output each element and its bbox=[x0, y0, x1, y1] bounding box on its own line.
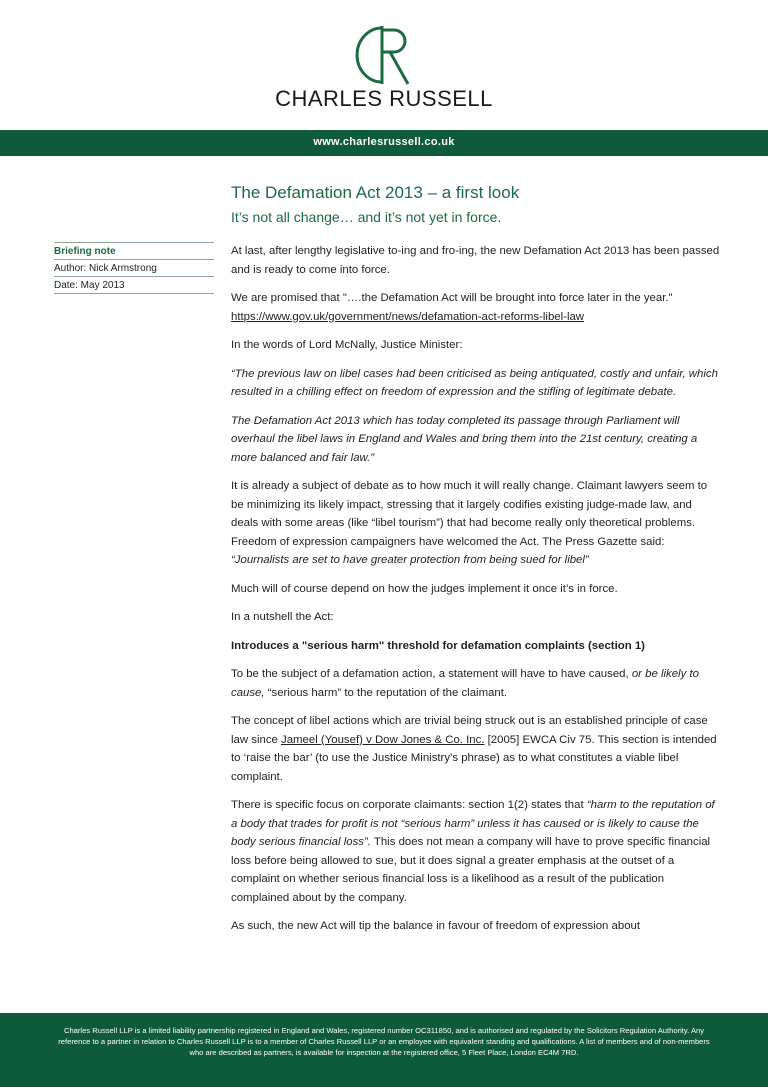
document-title: The Defamation Act 2013 – a first look bbox=[231, 183, 520, 202]
header-logo bbox=[0, 0, 768, 120]
paragraph-text: The concept of libel actions which are trivial being struck out is an established principle of case law since bbox=[231, 715, 708, 746]
paragraph bbox=[231, 712, 721, 786]
paragraph-text: We are promised that "….the Defamation Act will be brought into force later in the year." bbox=[231, 292, 673, 304]
legal-footer-text: Charles Russell LLP is a limited liability partnership registered in England and Wales, registered number OC311850, and is authorised and regulated by the Solicitors Regulation Authority. Any reference to a partner in relation to Charles Russell LLP is to a member of Charles Russell LLP or an employee with equivalent standing and qualifications. A list of members and of non-members who are described as partners, is available for inspection at the registered office, 5 Fleet Place, London EC4M 7RD. bbox=[58, 1026, 710, 1057]
document-subtitle: It’s not all change… and it’s not yet in force. bbox=[231, 209, 502, 225]
website-url[interactable]: www.charlesrussell.co.uk bbox=[313, 136, 455, 148]
paragraph-text: “serious harm” to the reputation of the claimant. bbox=[267, 686, 508, 699]
document-meta bbox=[54, 242, 214, 294]
paragraph bbox=[231, 796, 721, 907]
paragraph-text: This does not mean a company will have to prove specific financial loss before being allowed to sue, but it does signal a greater emphasis at the outset of a complaint on whether serious financial loss is a likelihood as a result of the publication complained about by the company. bbox=[231, 836, 711, 904]
paragraph-text: [2005] EWCA Civ 75. This section is intended to ‘raise the bar’ (to use the Justice Ministry’s phrase) as to what constitutes a viable libel complaint. bbox=[231, 733, 717, 783]
press-gazette-quote: “Journalists are set to have greater protection from being sued for libel” bbox=[231, 554, 589, 566]
paragraph: In the words of Lord McNally, Justice Minister: bbox=[231, 339, 463, 351]
company-name: CHARLES RUSSELL bbox=[275, 86, 493, 111]
statute-quote: “harm to the reputation of a body that trades for profit is not “serious harm” unless it has caused or is likely to cause the body serious financial loss”. bbox=[231, 799, 715, 848]
paragraph: Much will of course depend on how the judges implement it once it’s in force. bbox=[231, 582, 618, 595]
paragraph-text: To be the subject of a defamation action, a statement will have to have caused, bbox=[231, 668, 629, 680]
meta-date: Date: May 2013 bbox=[54, 277, 214, 294]
paragraph-text: It is already a subject of debate as to how much it will really change. Claimant lawyers seem to be minimizing its likely impact, stressing that it largely codifies existing judge-made law, and deals with some areas (like “libel tourism”) that had become really only theoretical problems. Freedom of expression campaigners have welcomed the Act. The Press Gazette said: bbox=[231, 480, 708, 548]
cr-monogram-logo bbox=[352, 22, 416, 88]
paragraph bbox=[231, 289, 721, 326]
case-citation: Jameel (Yousef) v Dow Jones & Co. Inc. bbox=[281, 733, 485, 746]
paragraph-text: There is specific focus on corporate claimants: section 1(2) states that bbox=[231, 799, 584, 811]
quote-paragraph: The Defamation Act 2013 which has today completed its passage through Parliament will overhaul the libel laws in England and Wales and bring them into the 21st century, creating a more balanced and fair law.” bbox=[231, 414, 698, 464]
paragraph-emphasis: or be likely to cause, bbox=[231, 668, 699, 699]
legal-footer bbox=[0, 1013, 768, 1087]
paragraph: As such, the new Act will tip the balance in favour of freedom of expression about bbox=[231, 920, 641, 932]
article-body bbox=[231, 242, 721, 946]
paragraph bbox=[231, 477, 721, 570]
paragraph: At last, after lengthy legislative to-ing and fro-ing, the new Defamation Act 2013 has been passed and is ready to come into force. bbox=[231, 245, 720, 276]
paragraph: In a nutshell the Act: bbox=[231, 611, 334, 623]
gov-uk-link[interactable]: https://www.gov.uk/government/news/defamation-act-reforms-libel-law bbox=[231, 310, 585, 323]
quote-paragraph: “The previous law on libel cases had been criticised as being antiquated, costly and unfair, which resulted in a chilling effect on freedom of expression and the stifling of legitimate debate. bbox=[231, 367, 718, 398]
meta-author: Author: Nick Armstrong bbox=[54, 260, 214, 277]
paragraph bbox=[231, 665, 721, 702]
section-heading: Introduces a "serious harm" threshold for defamation complaints (section 1) bbox=[231, 639, 645, 652]
website-band bbox=[0, 130, 768, 156]
meta-type: Briefing note bbox=[54, 242, 214, 260]
